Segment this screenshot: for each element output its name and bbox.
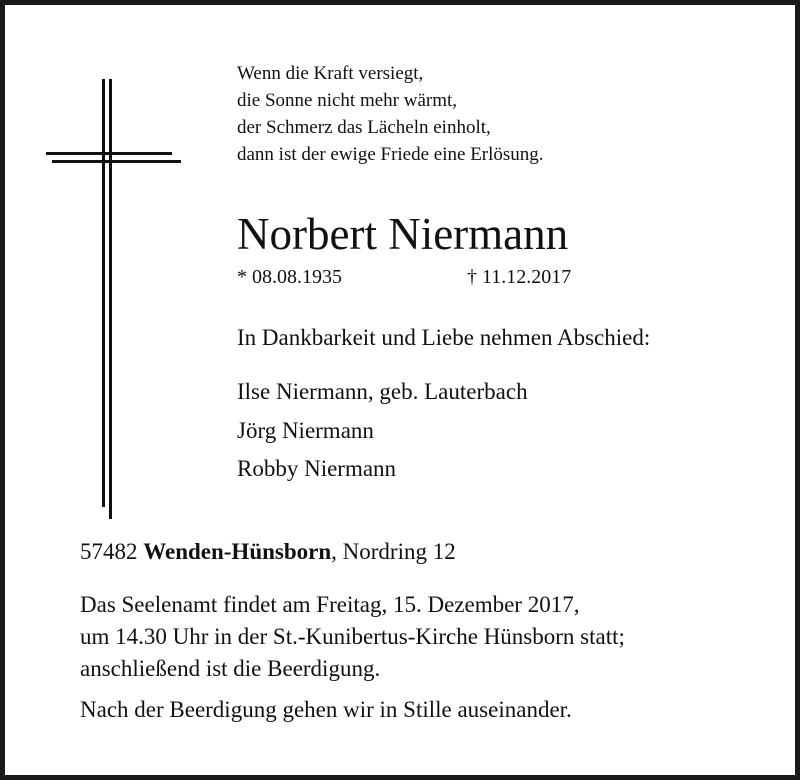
service-line: um 14.30 Uhr in der St.-Kunibertus-Kirche Hünsborn statt; [80, 624, 625, 649]
family-address: 57482 Wenden-Hünsborn, Nordring 12 [80, 539, 456, 564]
cross-horizontal-bar-bottom [52, 160, 181, 163]
farewell-intro: In Dankbarkeit und Liebe nehmen Abschied: [237, 325, 651, 350]
address-postal-code: 57482 [80, 539, 138, 564]
death-date: † 11.12.2017 [467, 266, 572, 288]
service-line: anschließend ist die Beerdigung. [80, 656, 381, 681]
poem-line: dann ist der ewige Friede eine Erlösung. [237, 144, 544, 165]
address-town: Wenden-Hünsborn [143, 539, 332, 564]
poem-line: die Sonne nicht mehr wärmt, [237, 90, 458, 111]
birth-date: * 08.08.1935 [237, 266, 342, 288]
service-info [80, 589, 625, 685]
cross-vertical-bar-right [109, 79, 112, 519]
cross-horizontal-bar-top [46, 152, 172, 155]
poem-line: der Schmerz das Lächeln einholt, [237, 117, 491, 138]
poem [237, 60, 544, 168]
mourner-name: Ilse Niermann, geb. Lauterbach [237, 379, 528, 404]
mourners-list [237, 373, 528, 489]
mourner-name: Jörg Niermann [237, 417, 374, 443]
deceased-name: Norbert Niermann [237, 209, 569, 259]
mourner-name: Robby Niermann [237, 456, 397, 481]
cross-vertical-bar-left [102, 79, 105, 507]
closing-note: Nach der Beerdigung gehen wir in Stille auseinander. [80, 697, 572, 722]
address-street: Nordring 12 [342, 539, 456, 564]
poem-line: Wenn die Kraft versiegt, [237, 63, 424, 84]
service-line: Das Seelenamt findet am Freitag, 15. Dezember 2017, [80, 592, 580, 617]
